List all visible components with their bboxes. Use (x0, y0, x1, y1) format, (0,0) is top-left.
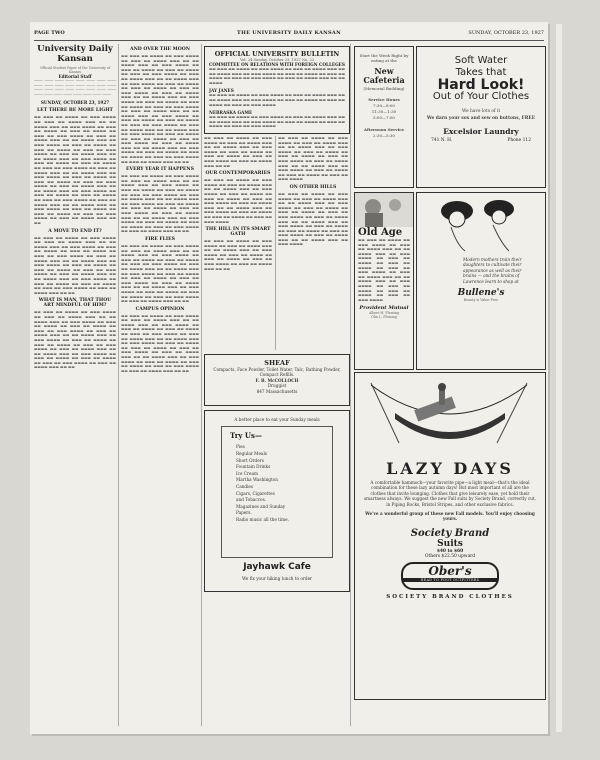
article-text: ▬▬ ▬▬▬ ▬▬ ▬▬▬▬ ▬▬ ▬▬▬ ▬▬▬▬ ▬▬ ▬▬▬ ▬▬ ▬▬▬▬ ▬▬▬ ▬▬ ▬▬ ▬▬▬▬ ▬▬▬ ▬▬ ▬▬▬ ▬▬▬▬ ▬▬ ▬▬▬ ▬▬ ▬▬▬▬ ▬▬ ▬▬▬ ▬▬ ▬▬▬▬ ▬▬ ▬▬▬ ▬▬ ▬▬▬ ▬▬▬▬ ▬▬ ▬▬▬ ▬▬ ▬▬▬▬ ▬▬▬ ▬▬ ▬▬ ▬▬▬▬ ▬▬▬ ▬▬ ▬▬▬ ▬▬▬▬ ▬▬ ▬▬▬ ▬▬ ▬▬▬▬ ▬▬ ▬▬▬ ▬▬ ▬▬▬▬ ▬▬ ▬▬▬ ▬▬ ▬▬▬ ▬▬▬▬ (204, 178, 272, 224)
sheaf-ad (204, 354, 350, 406)
headline-other-hills: ON OTHER HILLS (289, 184, 337, 190)
bulletin-heading: NEBRASKA GAME (209, 110, 253, 116)
bullenes-copy: Modern mothers train their daughters to cultivate their appearance as well as their brains — and the brains of Lawrence learn to shop at (463, 257, 522, 284)
headline-every-year: EVERY YEAR IT HAPPENS (126, 167, 194, 173)
cafeteria-name: New Cafeteria (363, 66, 405, 85)
cafeteria-afternoon-hours: 2:30—5:30 (373, 133, 395, 138)
softwater-line3: Hard Look! (437, 77, 525, 93)
staff-text: ──── ──── ──── ──── ──── ──── ──── ──── ──── ──── ──── ──── ──── ──── ──── ──── ──── ──── ──── ──── ──── ──── ──── ──── ──── ──── ──── ──── ──── ──── ──── ──── (34, 79, 116, 97)
lazy-days-closing: We've a wonderful group of these new Fall models. You'll enjoy choosing yours. (365, 511, 535, 522)
nameplate-subtitle: Official Student Paper of the University of Kansas (39, 66, 111, 74)
cafe-tagline: We fix your hiking lunch to order (241, 576, 313, 582)
bulletin-text: ▬▬ ▬▬▬ ▬▬ ▬▬▬▬ ▬▬ ▬▬▬ ▬▬▬▬ ▬▬ ▬▬▬ ▬▬ ▬▬▬▬ ▬▬▬ ▬▬ ▬▬ ▬▬▬▬ ▬▬▬ ▬▬ ▬▬▬ ▬▬▬▬ ▬▬ ▬▬▬ ▬▬ ▬▬▬▬ ▬▬ ▬▬▬ ▬▬ ▬▬▬▬ ▬▬ ▬▬▬ ▬▬ ▬▬▬ ▬▬▬▬ ▬▬ ▬▬▬ ▬▬ ▬▬▬▬ ▬▬▬ ▬▬ ▬▬ ▬▬▬▬ (209, 67, 345, 85)
masthead-rule (34, 40, 544, 41)
cafeteria-location: (Memorial Building) (363, 86, 405, 91)
old-age-illustration (355, 193, 413, 227)
lazy-days-title: LAZY DAYS (386, 459, 514, 478)
obers-name: Ober's (428, 563, 472, 578)
cafe-menu-item: Ice Cream (236, 470, 258, 476)
softwater-note: We have lots of it (461, 109, 501, 114)
old-age-title: Old Age (358, 227, 403, 238)
laundry-phone: Phone 112 (507, 138, 531, 143)
obers-tagline: HEAD TO FOOT OUTFITTERS (403, 578, 497, 582)
bulletin-text: ▬▬ ▬▬▬ ▬▬ ▬▬▬▬ ▬▬ ▬▬▬ ▬▬▬▬ ▬▬ ▬▬▬ ▬▬ ▬▬▬▬ ▬▬▬ ▬▬ ▬▬ ▬▬▬▬ ▬▬▬ ▬▬ ▬▬▬ ▬▬▬▬ ▬▬ ▬▬▬ ▬▬ ▬▬▬▬ ▬▬ ▬▬▬ ▬▬ ▬▬▬▬ ▬▬ ▬▬▬ ▬▬ ▬▬▬ ▬▬▬▬ (209, 93, 345, 107)
society-brand-logo: Society Brand (410, 527, 490, 539)
column-rule (118, 44, 119, 726)
insurer-name: Provident Mutual (359, 305, 409, 312)
cafeteria-hour: 7:30—8:00 (373, 103, 395, 108)
column-rule (201, 44, 202, 726)
article-text: ▬▬ ▬▬▬ ▬▬ ▬▬▬▬ ▬▬ ▬▬▬ ▬▬▬▬ ▬▬ ▬▬▬ ▬▬ ▬▬▬▬ ▬▬▬ ▬▬ ▬▬ ▬▬▬▬ ▬▬▬ ▬▬ ▬▬▬ ▬▬▬▬ ▬▬ ▬▬▬ ▬▬ ▬▬▬▬ ▬▬ ▬▬▬ ▬▬ ▬▬▬▬ ▬▬ ▬▬▬ ▬▬ ▬▬▬ ▬▬▬▬ ▬▬ ▬▬▬ ▬▬ ▬▬▬▬ ▬▬▬ ▬▬ ▬▬ (204, 136, 272, 168)
article-text: ▬▬ ▬▬▬ ▬▬ ▬▬▬▬ ▬▬ ▬▬▬ ▬▬▬▬ ▬▬ ▬▬▬ ▬▬ ▬▬▬▬ ▬▬▬ ▬▬ ▬▬ ▬▬▬▬ ▬▬▬ ▬▬ ▬▬▬ ▬▬▬▬ ▬▬ ▬▬▬ ▬▬ ▬▬▬▬ ▬▬ ▬▬▬ ▬▬ ▬▬▬▬ ▬▬ ▬▬▬ ▬▬ ▬▬▬ ▬▬▬▬ ▬▬ ▬▬▬ ▬▬ ▬▬▬▬ ▬▬▬ ▬▬ ▬▬ ▬▬▬▬ ▬▬▬ ▬▬ ▬▬▬ ▬▬▬▬ ▬▬ ▬▬▬ ▬▬ ▬▬▬▬ ▬▬ ▬▬▬ ▬▬ ▬▬▬▬ ▬▬ ▬▬▬ ▬▬ ▬▬▬ ▬▬▬▬ (278, 136, 348, 182)
article-text: ▬▬ ▬▬▬ ▬▬ ▬▬▬▬ ▬▬ ▬▬▬ ▬▬▬▬ ▬▬ ▬▬▬ ▬▬ ▬▬▬▬ ▬▬▬ ▬▬ ▬▬ ▬▬▬▬ ▬▬▬ ▬▬ ▬▬▬ ▬▬▬▬ ▬▬ ▬▬▬ ▬▬ ▬▬▬▬ ▬▬ ▬▬▬ ▬▬ ▬▬▬▬ ▬▬ ▬▬▬ ▬▬ ▬▬▬ ▬▬▬▬ ▬▬ ▬▬▬ ▬▬ ▬▬▬▬ ▬▬▬ ▬▬ ▬▬ ▬▬▬▬ ▬▬▬ ▬▬ ▬▬▬ ▬▬▬▬ ▬▬ ▬▬▬ ▬▬ ▬▬▬▬ ▬▬ ▬▬▬ ▬▬ ▬▬▬▬ ▬▬ ▬▬▬ ▬▬ ▬▬▬ ▬▬▬▬ ▬▬ ▬▬▬ ▬▬ ▬▬▬▬ ▬▬▬ ▬▬ ▬▬ ▬▬▬▬ ▬▬▬ ▬▬ ▬▬▬ ▬▬▬▬ (278, 191, 348, 247)
bulletin-text: ▬▬ ▬▬▬ ▬▬ ▬▬▬▬ ▬▬ ▬▬▬ ▬▬▬▬ ▬▬ ▬▬▬ ▬▬ ▬▬▬▬ ▬▬▬ ▬▬ ▬▬ ▬▬▬▬ ▬▬▬ ▬▬ ▬▬▬ ▬▬▬▬ ▬▬ ▬▬▬ ▬▬ ▬▬▬▬ ▬▬ ▬▬▬ ▬▬ ▬▬▬▬ ▬▬ ▬▬▬ ▬▬ ▬▬▬ ▬▬▬▬ (209, 115, 345, 129)
cafe-menu-item: Cigars, Cigarettes (236, 490, 275, 496)
headline-campus-opinion: CAMPUS OPINION (135, 306, 185, 312)
bulletin-volume: Vol. 24 Sunday, October 23, 1927 No. 23 (239, 58, 315, 62)
article-text: ▬▬ ▬▬▬ ▬▬ ▬▬▬▬ ▬▬ ▬▬▬ ▬▬▬▬ ▬▬ ▬▬▬ ▬▬ ▬▬▬▬ ▬▬▬ ▬▬ ▬▬ ▬▬▬▬ ▬▬▬ ▬▬ ▬▬▬ ▬▬▬▬ ▬▬ ▬▬▬ ▬▬ ▬▬▬▬ ▬▬ ▬▬▬ ▬▬ ▬▬▬▬ ▬▬ ▬▬▬ ▬▬ ▬▬▬ ▬▬▬▬ ▬▬ ▬▬▬ ▬▬ ▬▬▬▬ ▬▬▬ ▬▬ ▬▬ ▬▬▬▬ ▬▬▬ ▬▬ ▬▬▬ ▬▬▬▬ ▬▬ ▬▬▬ ▬▬ ▬▬▬▬ ▬▬ ▬▬▬ ▬▬ ▬▬▬▬ ▬▬ ▬▬▬ ▬▬ ▬▬▬ ▬▬▬▬ ▬▬ ▬▬▬ ▬▬ ▬▬▬▬ ▬▬▬ ▬▬ ▬▬ ▬▬▬▬ ▬▬▬ ▬▬ ▬▬▬ ▬▬▬▬ ▬▬ ▬▬▬ ▬▬ ▬▬▬▬ ▬▬ ▬▬▬ ▬▬ ▬▬▬▬ ▬▬ ▬▬▬ ▬▬ ▬▬▬ ▬▬▬▬ ▬▬ ▬▬▬ ▬▬ ▬▬▬▬ ▬▬▬ ▬▬ ▬▬ ▬▬▬▬ ▬▬▬ ▬▬ ▬▬▬ ▬▬▬▬ ▬▬ ▬▬▬ ▬▬ ▬▬▬▬ ▬▬ ▬▬▬ ▬▬ ▬▬▬▬ ▬▬ ▬▬▬ ▬▬ ▬▬▬ ▬▬▬▬ ▬▬ ▬▬▬ ▬▬ ▬▬▬▬ ▬▬▬ ▬▬ ▬▬ ▬▬▬▬ ▬▬▬ ▬▬ ▬▬▬ ▬▬▬▬ ▬▬ ▬▬▬ ▬▬ ▬▬▬▬ ▬▬ ▬▬▬ ▬▬ ▬▬▬▬ ▬▬ ▬▬▬ ▬▬ ▬▬▬ ▬▬▬▬ ▬▬ ▬▬▬ ▬▬ ▬▬▬▬ ▬▬▬ ▬▬ ▬▬ ▬▬▬▬ ▬▬▬ ▬▬ ▬▬▬ ▬▬▬▬ ▬▬ ▬▬▬ ▬▬ ▬▬▬▬ ▬▬ ▬▬▬ ▬▬ ▬▬▬▬ ▬▬ ▬▬▬ ▬▬ ▬▬▬ ▬▬▬▬ ▬▬ ▬▬▬ ▬▬ ▬▬▬▬ ▬▬▬ ▬▬ ▬▬ (121, 54, 199, 164)
headline-contemporaries: OUR CONTEMPORARIES (205, 171, 271, 177)
editorial-column (34, 44, 116, 726)
cafeteria-hour: 5:00—7:00 (373, 115, 395, 120)
cafeteria-service-heading: Service Hours (368, 97, 400, 102)
paper-title: THE UNIVERSITY DAILY KANSAN (237, 30, 341, 36)
bullenes-ad (416, 192, 546, 370)
sheaf-title: SHEAF (264, 359, 290, 367)
society-brand-clothes: SOCIETY BRAND CLOTHES (386, 593, 514, 600)
agent-name: Olin L. Fleming (371, 315, 397, 320)
bullenes-name: Bullene's (457, 288, 505, 299)
lazy-days-copy: A comfortable hammock—your favorite pipe—a light meal—that's the ideal combination for these lazy autumn days! But most important of all are the clothes that invite lounging. Clothes that give leisurely ease, yet hold their smartness always. We suggest the new Fall suits by Society Brand, correctly cut, in Piping Rocks, Bristol Stripes, and other exclusive fabrics. (364, 480, 536, 507)
cafeteria-afternoon-heading: Afternoon Service (363, 127, 405, 132)
suit-price: $40 to $60 (436, 548, 464, 554)
cafeteria-intro: Start the Week Right by eating at the (359, 53, 409, 63)
cafe-menu-item: Short Orders (236, 457, 264, 463)
softwater-offer: We darn your sox and sew on buttons, FREE (426, 116, 536, 121)
obers-lazy-days-ad (354, 372, 546, 700)
headline-over-the-moon: AND OVER THE MOON (130, 47, 190, 52)
excelsior-laundry-ad (416, 46, 546, 188)
cafeteria-ad (354, 46, 414, 188)
dateline: SUNDAY, OCTOBER 23, 1927 (40, 100, 110, 106)
headline-more-light: LET THERE BE MORE LIGHT (37, 108, 113, 114)
cafe-menu-item: Candies (236, 483, 254, 489)
cafe-name: Jayhawk Cafe (243, 562, 311, 573)
article-text: ▬▬ ▬▬▬ ▬▬ ▬▬▬▬ ▬▬ ▬▬▬ ▬▬▬▬ ▬▬ ▬▬▬ ▬▬ ▬▬▬▬ ▬▬▬ ▬▬ ▬▬ ▬▬▬▬ ▬▬▬ ▬▬ ▬▬▬ ▬▬▬▬ ▬▬ ▬▬▬ ▬▬ ▬▬▬▬ ▬▬ ▬▬▬ ▬▬ ▬▬▬▬ ▬▬ ▬▬▬ ▬▬ ▬▬▬ ▬▬▬▬ ▬▬ ▬▬▬ ▬▬ ▬▬▬▬ ▬▬▬ ▬▬ ▬▬ ▬▬▬▬ ▬▬▬ ▬▬ ▬▬▬ ▬▬▬▬ ▬▬ ▬▬▬ ▬▬ ▬▬▬▬ ▬▬ ▬▬▬ ▬▬ ▬▬▬▬ ▬▬ ▬▬▬ ▬▬ ▬▬▬ ▬▬▬▬ ▬▬ ▬▬▬ ▬▬ ▬▬▬▬ ▬▬▬ ▬▬ ▬▬ ▬▬▬▬ ▬▬▬ ▬▬ ▬▬▬ ▬▬▬▬ ▬▬ ▬▬▬ ▬▬ ▬▬▬▬ ▬▬ ▬▬▬ ▬▬ ▬▬▬▬ ▬▬ ▬▬▬ ▬▬ ▬▬▬ ▬▬▬▬ ▬▬ ▬▬▬ ▬▬ ▬▬▬▬ ▬▬▬ ▬▬ ▬▬ ▬▬▬▬ ▬▬▬ ▬▬ ▬▬▬ ▬▬▬▬ ▬▬ ▬▬▬ ▬▬ ▬▬▬▬ ▬▬ ▬▬▬ ▬▬ ▬▬▬▬ ▬▬ ▬▬▬ ▬▬ ▬▬▬ ▬▬▬▬ ▬▬ ▬▬▬ ▬▬ ▬▬▬▬ ▬▬▬ ▬▬ ▬▬ ▬▬▬▬ ▬▬▬ ▬▬ ▬▬▬ ▬▬▬▬ ▬▬ ▬▬▬ ▬▬ ▬▬▬▬ ▬▬ ▬▬▬ ▬▬ ▬▬▬▬ ▬▬ ▬▬▬ ▬▬ ▬▬▬ ▬▬▬▬ ▬▬ ▬▬▬ ▬▬ ▬▬▬▬ ▬▬▬ ▬▬ ▬▬ ▬▬▬▬ ▬▬▬ ▬▬ ▬▬▬ ▬▬▬▬ ▬▬ ▬▬▬ ▬▬ ▬▬▬▬ ▬▬ ▬▬▬ ▬▬ ▬▬▬▬ ▬▬ ▬▬▬ ▬▬ ▬▬▬ ▬▬▬▬ ▬▬ ▬▬▬ ▬▬ ▬▬▬▬ ▬▬▬ ▬▬ ▬▬ (34, 115, 116, 226)
laundry-contact (417, 138, 545, 143)
sheaf-products: Compacts, Face Powder, Toilet Water, Talc, Bathing Powder, Compact Refills. (213, 367, 341, 378)
bulletin-heading: JAY JANES (209, 88, 234, 94)
provident-mutual-ad (354, 192, 414, 370)
page-edge (556, 24, 562, 732)
bullenes-tagline: Beauty is Value Free (463, 298, 499, 303)
sheaf-store: F. B. McCOLLOCH (255, 377, 299, 383)
cafe-intro: A better place to eat your Sunday meals (234, 417, 320, 422)
old-age-text: ▬▬ ▬▬▬ ▬▬ ▬▬▬▬ ▬▬ ▬▬▬ ▬▬▬▬ ▬▬ ▬▬▬ ▬▬ ▬▬▬▬ ▬▬▬ ▬▬ ▬▬ ▬▬▬▬ ▬▬▬ ▬▬ ▬▬▬ ▬▬▬▬ ▬▬ ▬▬▬ ▬▬ ▬▬▬▬ ▬▬ ▬▬▬ ▬▬ ▬▬▬▬ ▬▬ ▬▬▬ ▬▬ ▬▬▬ ▬▬▬▬ ▬▬ ▬▬▬ ▬▬ ▬▬▬▬ ▬▬▬ ▬▬ ▬▬ ▬▬▬▬ ▬▬▬ ▬▬ ▬▬▬ ▬▬▬▬ ▬▬ ▬▬▬ ▬▬ ▬▬▬▬ ▬▬ ▬▬▬ ▬▬ ▬▬▬▬ ▬▬ ▬▬▬ ▬▬ ▬▬▬ ▬▬▬▬ (358, 238, 410, 302)
softwater-line4: Out of Your Clothes (432, 91, 530, 102)
laundry-address: 741 N. H. (431, 138, 453, 143)
article-text: ▬▬ ▬▬▬ ▬▬ ▬▬▬▬ ▬▬ ▬▬▬ ▬▬▬▬ ▬▬ ▬▬▬ ▬▬ ▬▬▬▬ ▬▬▬ ▬▬ ▬▬ ▬▬▬▬ ▬▬▬ ▬▬ ▬▬▬ ▬▬▬▬ ▬▬ ▬▬▬ ▬▬ ▬▬▬▬ ▬▬ ▬▬▬ ▬▬ ▬▬▬▬ ▬▬ ▬▬▬ ▬▬ ▬▬▬ ▬▬▬▬ ▬▬ ▬▬▬ ▬▬ ▬▬▬▬ ▬▬▬ ▬▬ ▬▬ ▬▬▬▬ ▬▬▬ ▬▬ ▬▬▬ ▬▬▬▬ ▬▬ ▬▬▬ ▬▬ ▬▬▬▬ ▬▬ ▬▬▬ ▬▬ ▬▬▬▬ ▬▬ ▬▬▬ ▬▬ ▬▬▬ ▬▬▬▬ ▬▬ ▬▬▬ ▬▬ ▬▬▬▬ ▬▬▬ ▬▬ ▬▬ ▬▬▬▬ ▬▬▬ ▬▬ ▬▬▬ ▬▬▬▬ ▬▬ ▬▬▬ ▬▬ ▬▬▬▬ ▬▬ ▬▬▬ ▬▬ ▬▬▬▬ ▬▬ ▬▬▬ ▬▬ ▬▬▬ ▬▬▬▬ ▬▬ ▬▬▬ ▬▬ ▬▬▬▬ ▬▬▬ ▬▬ ▬▬ (121, 243, 199, 304)
masthead (34, 30, 544, 40)
column-three (204, 136, 272, 350)
sheaf-store-type: Druggist (267, 383, 287, 389)
article-text: ▬▬ ▬▬▬ ▬▬ ▬▬▬▬ ▬▬ ▬▬▬ ▬▬▬▬ ▬▬ ▬▬▬ ▬▬ ▬▬▬▬ ▬▬▬ ▬▬ ▬▬ ▬▬▬▬ ▬▬▬ ▬▬ ▬▬▬ ▬▬▬▬ ▬▬ ▬▬▬ ▬▬ ▬▬▬▬ ▬▬ ▬▬▬ ▬▬ ▬▬▬▬ ▬▬ ▬▬▬ ▬▬ ▬▬▬ ▬▬▬▬ ▬▬ ▬▬▬ ▬▬ ▬▬▬▬ ▬▬▬ ▬▬ ▬▬ ▬▬▬▬ ▬▬▬ ▬▬ ▬▬▬ ▬▬▬▬ ▬▬ ▬▬▬ ▬▬ ▬▬▬▬ ▬▬ ▬▬▬ ▬▬ ▬▬▬▬ ▬▬ ▬▬▬ ▬▬ ▬▬▬ ▬▬▬▬ ▬▬ ▬▬▬ ▬▬ ▬▬▬▬ ▬▬▬ ▬▬ ▬▬ ▬▬▬▬ ▬▬▬ ▬▬ ▬▬▬ ▬▬▬▬ ▬▬ ▬▬▬ ▬▬ ▬▬▬▬ ▬▬ ▬▬▬ ▬▬ ▬▬▬▬ ▬▬ ▬▬▬ ▬▬ ▬▬▬ ▬▬▬▬ ▬▬ ▬▬▬ ▬▬ ▬▬▬▬ ▬▬▬ ▬▬ ▬▬ (34, 310, 116, 370)
article-text: ▬▬ ▬▬▬ ▬▬ ▬▬▬▬ ▬▬ ▬▬▬ ▬▬▬▬ ▬▬ ▬▬▬ ▬▬ ▬▬▬▬ ▬▬▬ ▬▬ ▬▬ ▬▬▬▬ ▬▬▬ ▬▬ ▬▬▬ ▬▬▬▬ ▬▬ ▬▬▬ ▬▬ ▬▬▬▬ ▬▬ ▬▬▬ ▬▬ ▬▬▬▬ ▬▬ ▬▬▬ ▬▬ ▬▬▬ ▬▬▬▬ ▬▬ ▬▬▬ ▬▬ ▬▬▬▬ ▬▬▬ ▬▬ ▬▬ ▬▬▬▬ ▬▬▬ ▬▬ ▬▬▬ ▬▬▬▬ ▬▬ ▬▬▬ ▬▬ ▬▬▬▬ ▬▬ ▬▬▬ ▬▬ ▬▬▬▬ ▬▬ ▬▬▬ ▬▬ ▬▬▬ ▬▬▬▬ ▬▬ ▬▬▬ ▬▬ ▬▬▬▬ ▬▬▬ ▬▬ ▬▬ ▬▬▬▬ ▬▬▬ ▬▬ ▬▬▬ ▬▬▬▬ ▬▬ ▬▬▬ ▬▬ ▬▬▬▬ ▬▬ ▬▬▬ ▬▬ ▬▬▬▬ ▬▬ ▬▬▬ ▬▬ ▬▬▬ ▬▬▬▬ ▬▬ ▬▬▬ ▬▬ ▬▬▬▬ ▬▬▬ ▬▬ ▬▬ (121, 313, 199, 373)
suits-label: Suits (437, 538, 463, 549)
bulletin-heading: COMMITTEE ON RELATIONS WITH FOREIGN COLLEGES (209, 62, 345, 67)
other-price: Others $22.50 upward (424, 553, 476, 559)
article-text: ▬▬ ▬▬▬ ▬▬ ▬▬▬▬ ▬▬ ▬▬▬ ▬▬▬▬ ▬▬ ▬▬▬ ▬▬ ▬▬▬▬ ▬▬▬ ▬▬ ▬▬ ▬▬▬▬ ▬▬▬ ▬▬ ▬▬▬ ▬▬▬▬ ▬▬ ▬▬▬ ▬▬ ▬▬▬▬ ▬▬ ▬▬▬ ▬▬ ▬▬▬▬ ▬▬ ▬▬▬ ▬▬ ▬▬▬ ▬▬▬▬ ▬▬ ▬▬▬ ▬▬ ▬▬▬▬ ▬▬▬ ▬▬ ▬▬ ▬▬▬▬ ▬▬▬ ▬▬ ▬▬▬ ▬▬▬▬ ▬▬ ▬▬▬ ▬▬ ▬▬▬▬ ▬▬ ▬▬▬ ▬▬ ▬▬▬▬ ▬▬ ▬▬▬ ▬▬ ▬▬▬ ▬▬▬▬ ▬▬ ▬▬▬ ▬▬ ▬▬▬▬ ▬▬▬ ▬▬ ▬▬ ▬▬▬▬ ▬▬▬ ▬▬ ▬▬▬ ▬▬▬▬ ▬▬ ▬▬▬ ▬▬ ▬▬▬▬ ▬▬ ▬▬▬ ▬▬ ▬▬▬▬ ▬▬ ▬▬▬ ▬▬ ▬▬▬ ▬▬▬▬ ▬▬ ▬▬▬ ▬▬ ▬▬▬▬ ▬▬▬ ▬▬ ▬▬ (121, 174, 199, 234)
laundry-name: Excelsior Laundry (443, 127, 519, 136)
agent-name: Albert H. Fleming (368, 311, 400, 316)
jayhawk-cafe-ad (204, 410, 350, 592)
softwater-line2: Takes that (455, 67, 507, 78)
cafe-menu-item: Pies (236, 444, 245, 450)
official-bulletin (204, 46, 350, 134)
article-text: ▬▬ ▬▬▬ ▬▬ ▬▬▬▬ ▬▬ ▬▬▬ ▬▬▬▬ ▬▬ ▬▬▬ ▬▬ ▬▬▬▬ ▬▬▬ ▬▬ ▬▬ ▬▬▬▬ ▬▬▬ ▬▬ ▬▬▬ ▬▬▬▬ ▬▬ ▬▬▬ ▬▬ ▬▬▬▬ ▬▬ ▬▬▬ ▬▬ ▬▬▬▬ ▬▬ ▬▬▬ ▬▬ ▬▬▬ ▬▬▬▬ ▬▬ ▬▬▬ ▬▬ ▬▬▬▬ ▬▬▬ ▬▬ ▬▬ ▬▬▬▬ ▬▬▬ ▬▬ ▬▬▬ ▬▬▬▬ ▬▬ ▬▬▬ ▬▬ ▬▬▬▬ ▬▬ ▬▬▬ ▬▬ ▬▬▬▬ ▬▬ ▬▬▬ ▬▬ ▬▬▬ ▬▬▬▬ ▬▬ ▬▬▬ ▬▬ ▬▬▬▬ ▬▬▬ ▬▬ ▬▬ ▬▬▬▬ ▬▬▬ ▬▬ ▬▬▬ ▬▬▬▬ ▬▬ ▬▬▬ ▬▬ ▬▬▬▬ ▬▬ ▬▬▬ ▬▬ ▬▬▬▬ ▬▬ ▬▬▬ ▬▬ ▬▬▬ ▬▬▬▬ ▬▬ ▬▬▬ ▬▬ ▬▬▬▬ ▬▬▬ ▬▬ ▬▬ (34, 235, 116, 295)
headline-what-is-man: WHAT IS MAN, THAT THOU ART MINDFUL OF HIM? (38, 298, 112, 309)
column-rule (275, 136, 276, 350)
cafe-menu-frame (221, 426, 333, 558)
cafe-menu-item: Fountain Drinks (236, 464, 271, 470)
cafe-menu-list (222, 444, 332, 523)
cafe-menu-item: Radio music all the time. (236, 516, 289, 522)
cafeteria-hour: 11:30—1:30 (371, 109, 397, 114)
headline-fire-flies: FIRE FLIES (145, 236, 175, 242)
cafe-menu-item: and Tobaccos. (236, 497, 267, 503)
staff-heading: Editorial Staff (58, 74, 92, 79)
column-rule (350, 44, 351, 726)
cafe-menu-item: Magazines and Sunday (236, 503, 286, 509)
obers-logo (401, 562, 499, 590)
headline-smart-gath: THE HILL IN ITS SMART GATH (205, 227, 271, 238)
article-text: ▬▬ ▬▬▬ ▬▬ ▬▬▬▬ ▬▬ ▬▬▬ ▬▬▬▬ ▬▬ ▬▬▬ ▬▬ ▬▬▬▬ ▬▬▬ ▬▬ ▬▬ ▬▬▬▬ ▬▬▬ ▬▬ ▬▬▬ ▬▬▬▬ ▬▬ ▬▬▬ ▬▬ ▬▬▬▬ ▬▬ ▬▬▬ ▬▬ ▬▬▬▬ ▬▬ ▬▬▬ ▬▬ ▬▬▬ ▬▬▬▬ ▬▬ ▬▬▬ ▬▬ ▬▬▬▬ ▬▬▬ ▬▬ ▬▬ (204, 239, 272, 271)
newspaper-page (30, 22, 548, 734)
sheaf-address: 847 Massachusetts (256, 388, 298, 394)
nameplate: University Daily Kansan (37, 44, 113, 64)
hammock-illustration (355, 373, 545, 459)
cafe-try-us: Try Us— (230, 431, 262, 441)
softwater-line1: Soft Water (454, 55, 508, 66)
fashion-illustration (417, 193, 545, 253)
cafe-menu-item: Regular Meals (236, 451, 267, 456)
headline-move-to-end: A MOVE TO END IT? (48, 228, 102, 234)
column-four (278, 136, 348, 350)
cafe-menu-item: Papers. (236, 510, 252, 516)
page-label: PAGE TWO (34, 30, 65, 36)
issue-date: SUNDAY, OCTOBER 23, 1927 (468, 30, 544, 36)
cafe-menu-item: Martha Washington (236, 477, 278, 483)
bulletin-title: OFFICIAL UNIVERSITY BULLETIN (214, 50, 340, 58)
features-column (121, 44, 199, 726)
